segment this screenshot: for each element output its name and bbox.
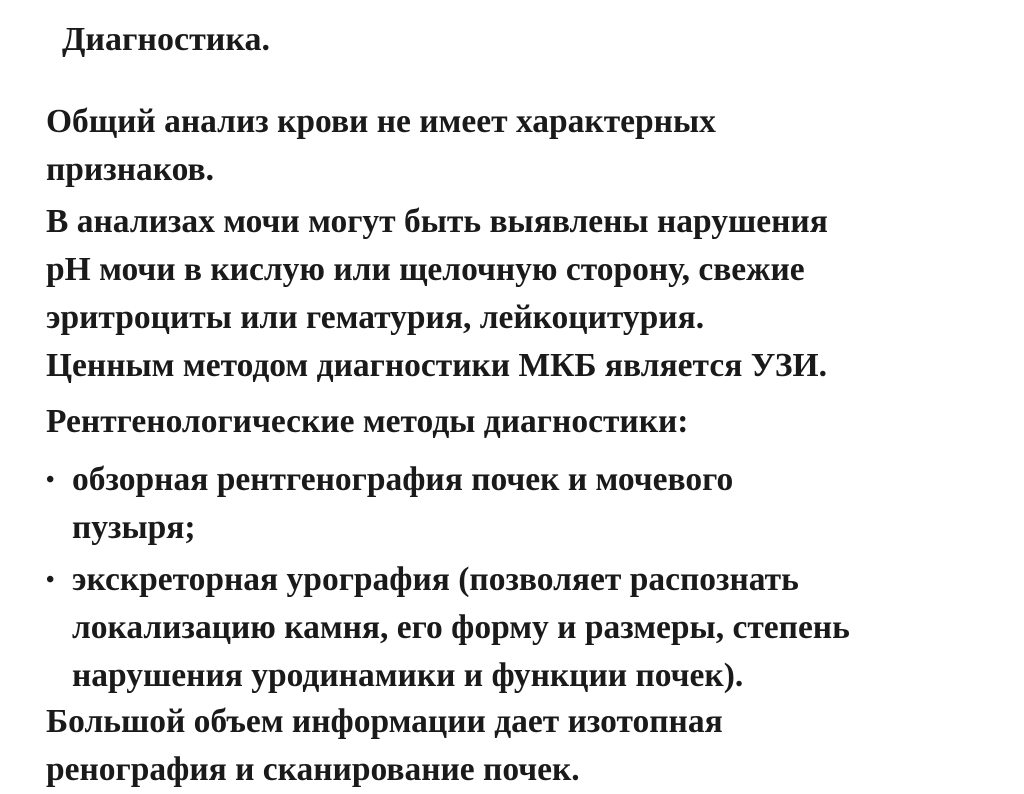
text-line: ренография и сканирование почек. <box>46 751 580 788</box>
text-line: локализацию камня, его форму и размеры, степень <box>72 609 850 646</box>
text-line: Общий анализ крови не имеет характерных <box>46 103 716 140</box>
page-title: Диагностика. <box>62 21 270 58</box>
text-line: Ценным методом диагностики МКБ является УЗИ. <box>46 347 827 384</box>
text-line: рН мочи в кислую или щелочную сторону, свежие <box>46 251 805 288</box>
bullet-icon: • <box>46 467 55 493</box>
bullet-icon: • <box>46 567 55 593</box>
bullet-text <box>72 456 1006 552</box>
text-line: Рентгенологические методы диагностики: <box>46 403 689 440</box>
text-line: В анализах мочи могут быть выявлены нарушения <box>46 203 828 240</box>
bullet-item-excretory-urography <box>46 556 1006 700</box>
paragraph-urine-analysis <box>46 198 1006 342</box>
text-line: эритроциты или гематурия, лейкоцитурия. <box>46 299 705 336</box>
bullet-text <box>72 556 1006 700</box>
paragraph-ultrasound <box>46 342 1006 390</box>
text-line: экскреторная урография (позволяет распознать <box>72 561 799 598</box>
text-line: нарушения уродинамики и функции почек). <box>72 657 744 694</box>
paragraph-isotope-renography <box>46 698 1006 794</box>
text-line: пузыря; <box>72 509 196 546</box>
text-line: обзорная рентгенография почек и мочевого <box>72 461 734 498</box>
paragraph-blood-analysis <box>46 98 1006 194</box>
paragraph-xray-methods <box>46 398 1006 446</box>
bullet-item-survey-radiography <box>46 456 1006 552</box>
text-line: признаков. <box>46 151 214 188</box>
text-line: Большой объем информации дает изотопная <box>46 703 723 740</box>
